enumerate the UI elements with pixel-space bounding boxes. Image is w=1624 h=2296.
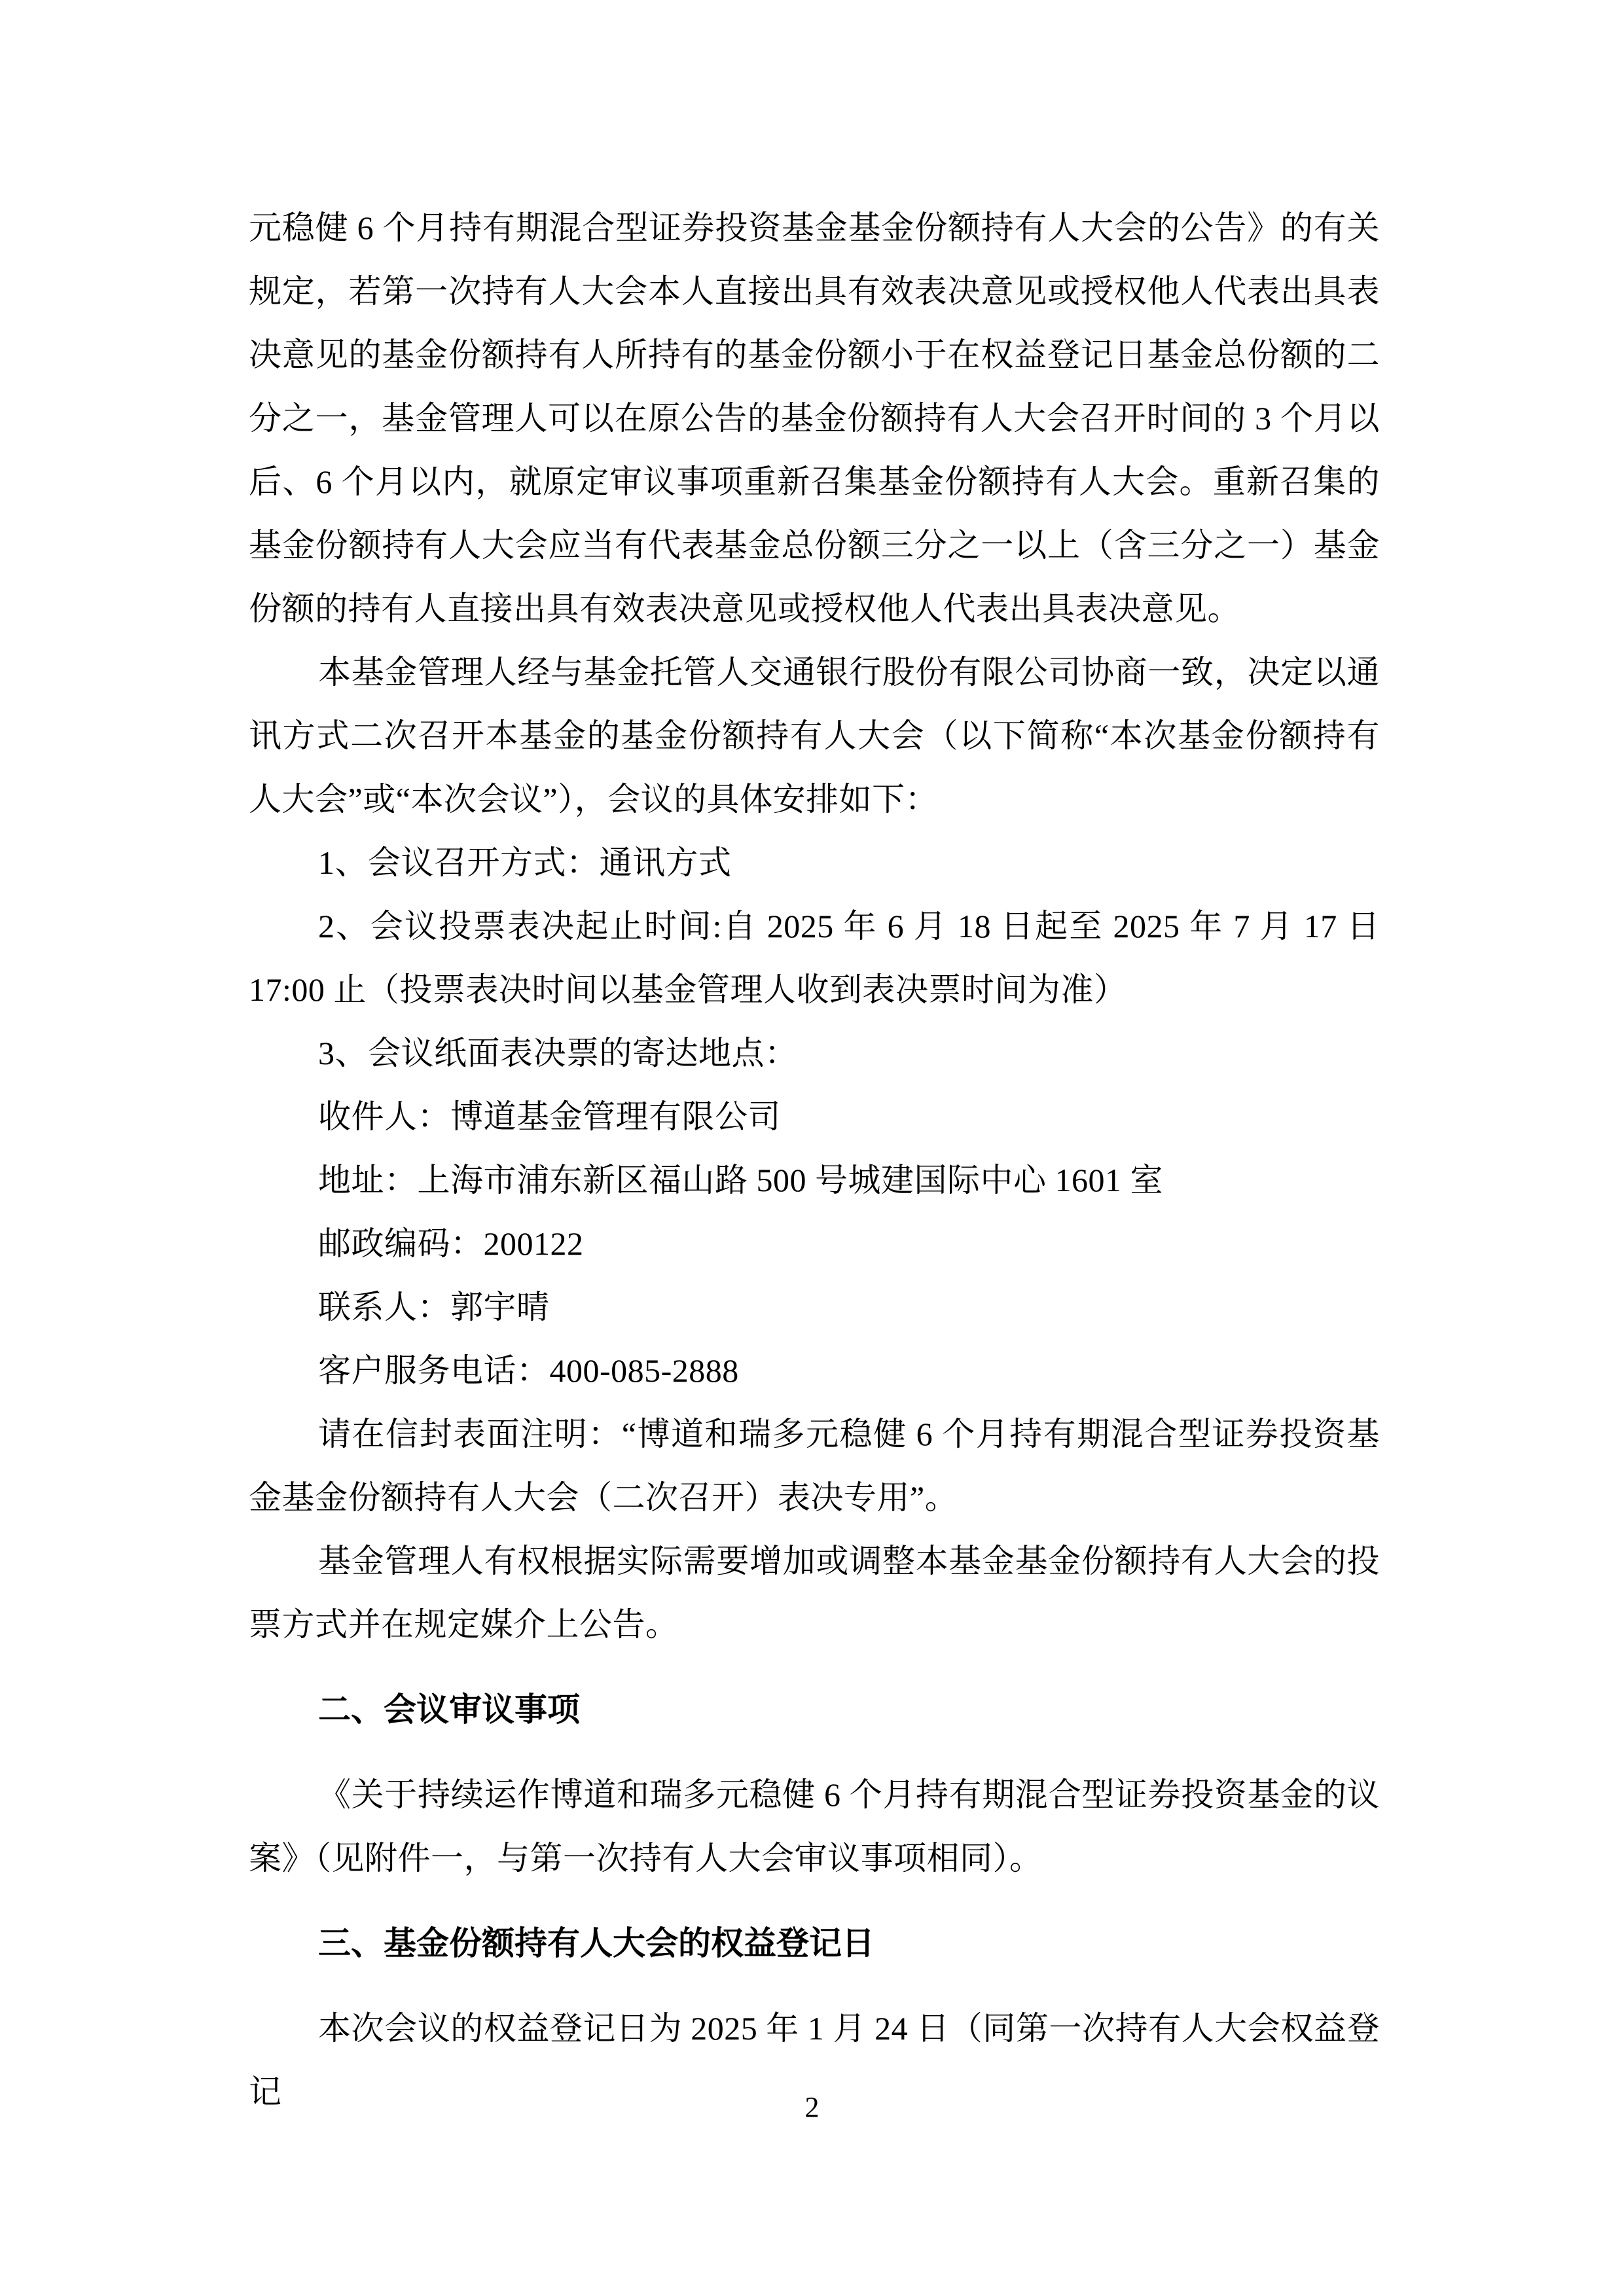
line-address: 地址：上海市浦东新区福山路 500 号城建国际中心 1601 室: [318, 1162, 1163, 1198]
paragraph-record-date: 本次会议的权益登记日为 2025 年 1 月 24 日（同第一次持有人大会权益登记: [249, 2010, 1380, 2110]
page-number: 2: [804, 2091, 820, 2123]
paragraph-proposal: 《关于持续运作博道和瑞多元稳健 6 个月持有期混合型证券投资基金的议案》（见附件一，与第一次持有人大会审议事项相同）。: [249, 1776, 1380, 1876]
item-meeting-method: 1、会议召开方式：通讯方式: [318, 844, 732, 881]
paragraph-envelope-note: 请在信封表面注明：“博道和瑞多元稳健 6 个月持有期混合型证券投资基金基金份额持有人大会（二次召开）表决专用”。: [249, 1416, 1380, 1516]
heading-section-three-record-date: 三、基金份额持有人大会的权益登记日: [318, 1925, 875, 1962]
item-voting-period: 2、会议投票表决起止时间:自 2025 年 6 月 18 日起至 2025 年 7 月 17 日 17:00 止（投票表决时间以基金管理人收到表决票时间为准）: [249, 908, 1380, 1008]
line-service-phone: 客户服务电话：400-085-2888: [318, 1352, 739, 1389]
document-body: [249, 196, 1380, 2124]
paragraph-continued-quorum-rules: 元稳健 6 个月持有期混合型证券投资基金基金份额持有人大会的公告》的有关规定，若第一次持有人大会本人直接出具有效表决意见或授权他人代表出具表决意见的基金份额持有人所持有的基金份额小于在权益登记日基金总份额的二分之一，基金管理人可以在原公告的基金份额持有人大会召开时间的 3 个月以后、6 个月以内，就原定审议事项重新召集基金份额持有人大会。重新召集的基金份额持有人大会应当有代表基金总份额三分之一以上（含三分之一）基金份额的持有人直接出具有效表决意见或授权他人代表出具表决意见。: [249, 209, 1380, 627]
item-ballot-mailing-address: 3、会议纸面表决票的寄达地点：: [318, 1035, 798, 1071]
paragraph-second-meeting-decision: 本基金管理人经与基金托管人交通银行股份有限公司协商一致，决定以通讯方式二次召开本基金的基金份额持有人大会（以下简称“本次基金份额持有人大会”或“本次会议”），会议的具体安排如下：: [249, 654, 1380, 817]
line-postal-code: 邮政编码：200122: [318, 1225, 584, 1262]
heading-section-two-review-items: 二、会议审议事项: [318, 1691, 580, 1728]
line-contact-person: 联系人：郭宇晴: [318, 1289, 550, 1325]
paragraph-adjust-voting-method: 基金管理人有权根据实际需要增加或调整本基金基金份额持有人大会的投票方式并在规定媒介上公告。: [249, 1543, 1380, 1643]
line-recipient: 收件人：博道基金管理有限公司: [318, 1098, 781, 1135]
